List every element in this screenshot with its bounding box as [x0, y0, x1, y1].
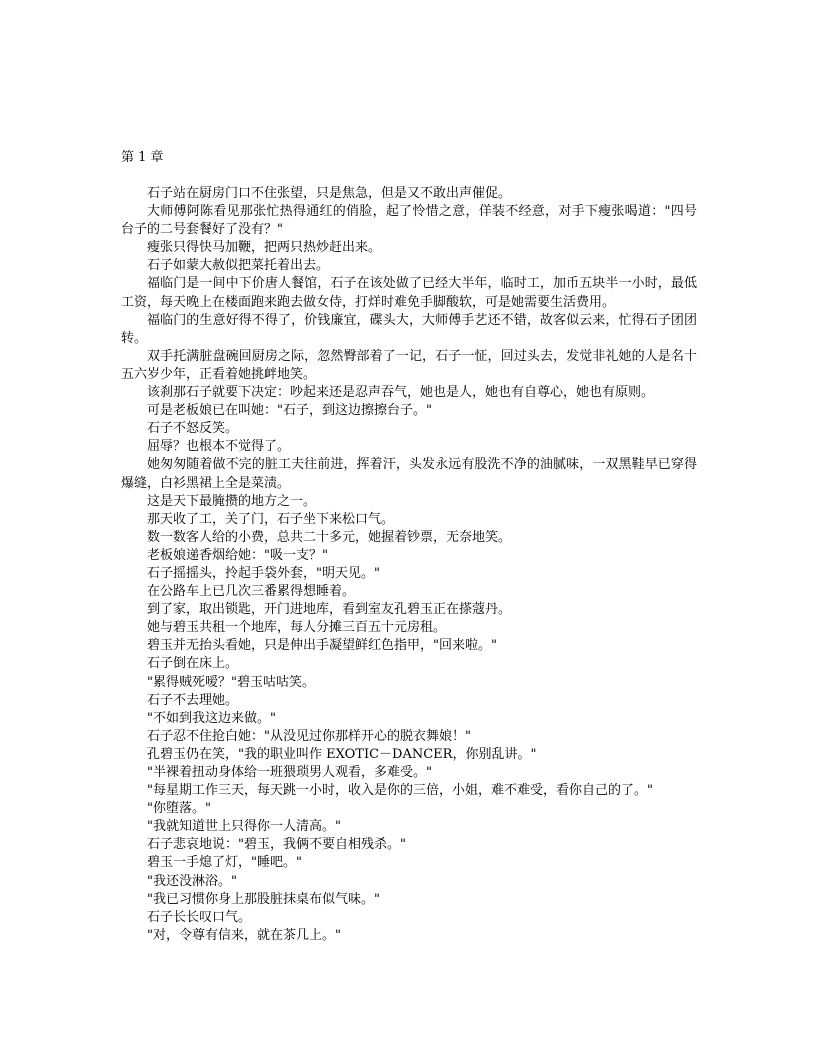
paragraph: 大师傅阿陈看见那张忙热得通红的俏脸，起了怜惜之意，佯装不经意，对手下瘦张喝道："四号台子的二号套餐好了没有？": [121, 204, 697, 238]
paragraph: 那天收了工，关了门，石子坐下来松口气。: [147, 511, 395, 527]
paragraph: 石子如蒙大赦似把菜托着出去。: [147, 258, 330, 274]
paragraph: 福临门的生意好得不得了，价钱廉宜，碟头大，大师傅手艺还不错，故客似云来，忙得石子团团转。: [121, 312, 697, 346]
paragraph: "对，令尊有信来，就在茶几上。": [147, 927, 341, 943]
chapter-title: 第 1 章: [121, 150, 164, 165]
body-text: [121, 185, 697, 945]
paragraph: 屈辱？也根本不觉得了。: [147, 439, 291, 455]
paragraph: 石子忍不住抢白她："从没见过你那样开心的脱衣舞娘！": [147, 728, 471, 744]
paragraph: "半裸着扭动身体给一班猥琐男人观看，多难受。": [147, 765, 432, 780]
paragraph: "累得贼死嗳？"碧玉咕咕笑。: [147, 674, 315, 690]
paragraph: "我已习惯你身上那股脏抹桌布似气味。": [147, 891, 380, 907]
paragraph: 她与碧玉共租一个地库，每人分摊三百五十元房租。: [147, 620, 447, 636]
paragraph: "我还没淋浴。": [147, 873, 237, 889]
paragraph: 老板娘递香烟给她："吸一支？": [147, 547, 328, 563]
paragraph: 孔碧玉仍在笑，"我的职业叫作 EXOTIC－DANCER，你别乱讲。": [147, 746, 537, 762]
paragraph: "我就知道世上只得你一人清高。": [147, 819, 341, 835]
paragraph: 在公路车上已几次三番累得想睡着。: [147, 584, 356, 600]
paragraph: 石子长长叹口气。: [147, 909, 252, 925]
paragraph: 石子摇摇头，拎起手袋外套，"明天见。": [147, 565, 380, 581]
paragraph: 这是天下最腌攒的地方之一。: [147, 493, 317, 509]
paragraph: 石子站在厨房门口不住张望，只是焦急，但是又不敢出声催促。: [147, 186, 512, 201]
paragraph: 石子不去理她。: [147, 692, 239, 708]
paragraph: 数一数客人给的小费，总共二十多元，她握着钞票，无奈地笑。: [147, 529, 512, 545]
paragraph: 可是老板娘已在叫她："石子，到这边擦擦台子。": [147, 403, 432, 419]
paragraph: 石子悲哀地说："碧玉，我俩不要自相残杀。": [147, 837, 406, 853]
paragraph: 她匆匆随着做不完的脏工夫往前进，挥着汗，头发永远有股洗不净的油腻味，一双黑鞋早已穿得爆缝，白衫黑裙上全是菜渍。: [121, 457, 697, 491]
paragraph: 碧玉一手熄了灯，"睡吧。": [147, 855, 302, 871]
paragraph: 该刹那石子就要下决定：吵起来还是忍声吞气，她也是人，她也有自尊心，她也有原则。: [147, 385, 655, 401]
paragraph: 到了家，取出锁匙，开门进地库，看到室友孔碧玉正在搽蔻丹。: [147, 602, 512, 618]
paragraph: 碧玉并无抬头看她，只是伸出手凝望鲜红色指甲，"回来啦。": [147, 638, 497, 654]
paragraph: 双手托满脏盘碗回厨房之际，忽然臀部着了一记，石子一怔，回过头去，发觉非礼她的人是名十五六岁少年，正看着她挑衅地笑。: [121, 348, 697, 382]
paragraph: "你堕落。": [147, 801, 211, 817]
paragraph: "每星期工作三天，每天跳一小时，收入是你的三倍，小姐，难不难受，看你自己的了。": [147, 783, 653, 799]
paragraph: 石子不怒反笑。: [147, 421, 239, 437]
paragraph: 石子倒在床上。: [147, 656, 239, 672]
paragraph: "不如到我这边来做。": [147, 710, 276, 726]
paragraph: 福临门是一间中下价唐人餐馆，石子在该处做了已经大半年，临时工，加币五块半一小时，最低工资，每天晚上在楼面跑来跑去做女侍，打烊时难免手脚酸软，可是她需要生活费用。: [121, 276, 697, 310]
paragraph: 瘦张只得快马加鞭，把两只热炒赶出来。: [147, 240, 382, 256]
